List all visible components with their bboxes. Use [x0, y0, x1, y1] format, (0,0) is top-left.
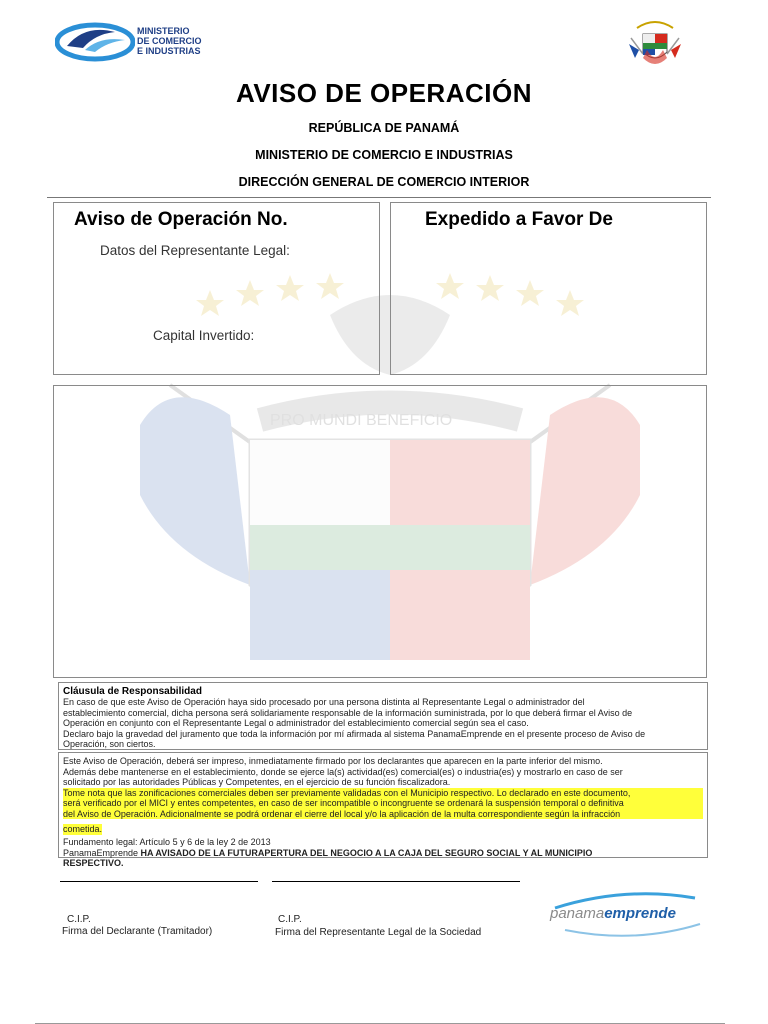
notes-box [58, 752, 708, 868]
capital-label: Capital Invertido: [153, 328, 255, 343]
notes-line: solicitado por las autoridades Públicas y Competentes, en el ejercicio de su función fiscalizadora. [63, 777, 451, 787]
subtitle-direccion: DIRECCIÓN GENERAL DE COMERCIO INTERIOR [238, 175, 530, 189]
clausula-box [58, 682, 708, 750]
clausula-line: Operación en conjunto con el Representante Legal o administrador del establecimiento comercial según sea el caso. [63, 718, 529, 728]
ministry-logo [55, 18, 225, 66]
subtitle-republica: REPÚBLICA DE PANAMÁ [308, 121, 460, 135]
notes-line: Además debe mantenerse en el establecimiento, donde se ejerce la(s) actividad(es) comercial(es) o industria(es) y mostrarlo en caso de ser [63, 766, 623, 777]
panamaemprende-bold-1: HA AVISADO DE LA FUTURAPERTURA DEL NEGOCIO A LA CAJA DEL SEGURO SOCIAL Y AL MUNICIPIO [138, 847, 593, 858]
ministry-swoosh-icon [55, 20, 135, 62]
fundamento-legal: Fundamento legal: Artículo 5 y 6 de la ley 2 de 2013 [63, 837, 271, 847]
signature-line-representante [272, 881, 520, 882]
ministry-line-1: MINISTERIO [137, 26, 190, 36]
panamaemprende-wordmark [550, 905, 676, 922]
representante-label: Datos del Representante Legal: [100, 243, 290, 258]
panamaemprende-name: PanamaEmprende [63, 847, 139, 858]
expedido-box [390, 202, 707, 375]
signature-label-representante: Firma del Representante Legal de la Sociedad [275, 927, 482, 938]
signature-label-declarante: Firma del Declarante (Tramitador) [62, 926, 213, 937]
highlight-line: Tome nota que las zonificaciones comerciales deben ser previamente validadas con el Municipio respectivo. Lo declarado en este documento, [63, 788, 703, 799]
activity-details-box [53, 385, 707, 678]
clausula-title: Cláusula de Responsabilidad [63, 686, 202, 697]
ministry-logo-text [137, 26, 202, 56]
cip-label-representante: C.I.P. [278, 914, 302, 925]
aviso-numero-box [53, 202, 380, 375]
signature-line-declarante [60, 881, 258, 882]
highlight-line: cometida. [63, 824, 103, 834]
header-divider [47, 197, 711, 198]
panamaemprende-logo [545, 888, 710, 943]
panamaemprende-bold-2: RESPECTIVO. [63, 858, 124, 868]
subtitle-ministerio: MINISTERIO DE COMERCIO E INDUSTRIAS [255, 148, 513, 162]
ministry-line-3: E INDUSTRIAS [137, 46, 201, 56]
panamaemprende-word-1: panama [550, 905, 605, 922]
document-title: AVISO DE OPERACIÓN [235, 78, 532, 108]
highlight-line: del Aviso de Operación. Adicionalmente se podrá ordenar el cierre del local y/o la aplicación de la multa correspondiente según la infracción [63, 809, 703, 820]
clausula-line: Operación, son ciertos. [63, 739, 156, 749]
panamaemprende-statement [63, 848, 703, 859]
notes-content [59, 753, 707, 872]
clausula-content [59, 683, 707, 753]
clausula-line: En caso de que este Aviso de Operación haya sido procesado por una persona distinta al Representante Legal o administrador del [63, 697, 585, 707]
watermark-motto: PRO MUNDI BENEFICIO [270, 412, 453, 429]
aviso-numero-title: Aviso de Operación No. [74, 209, 288, 230]
clausula-line: Declaro bajo la gravedad del juramento que toda la información por mí afirmada al sistema PanamaEmprende en el presente proceso de Aviso de [63, 728, 646, 739]
notes-line: Este Aviso de Operación, deberá ser impreso, inmediatamente firmado por los declarantes que aparecen en la parte inferior del mismo. [63, 756, 603, 766]
highlight-line: será verificado por el MICI y entes competentes, en caso de ser incompatible o incongruente se ordenará la suspensión temporal o definitiva [63, 798, 703, 809]
coat-of-arms-icon [625, 14, 685, 74]
ministry-line-2: DE COMERCIO [137, 36, 202, 46]
expedido-title: Expedido a Favor De [425, 209, 613, 230]
cip-label-declarante: C.I.P. [67, 914, 91, 925]
clausula-line: establecimiento comercial, dicha persona será solidariamente responsable de la información suministrada, por lo que deberá firmar el Aviso de [63, 707, 633, 718]
panamaemprende-word-2: emprende [604, 905, 676, 922]
